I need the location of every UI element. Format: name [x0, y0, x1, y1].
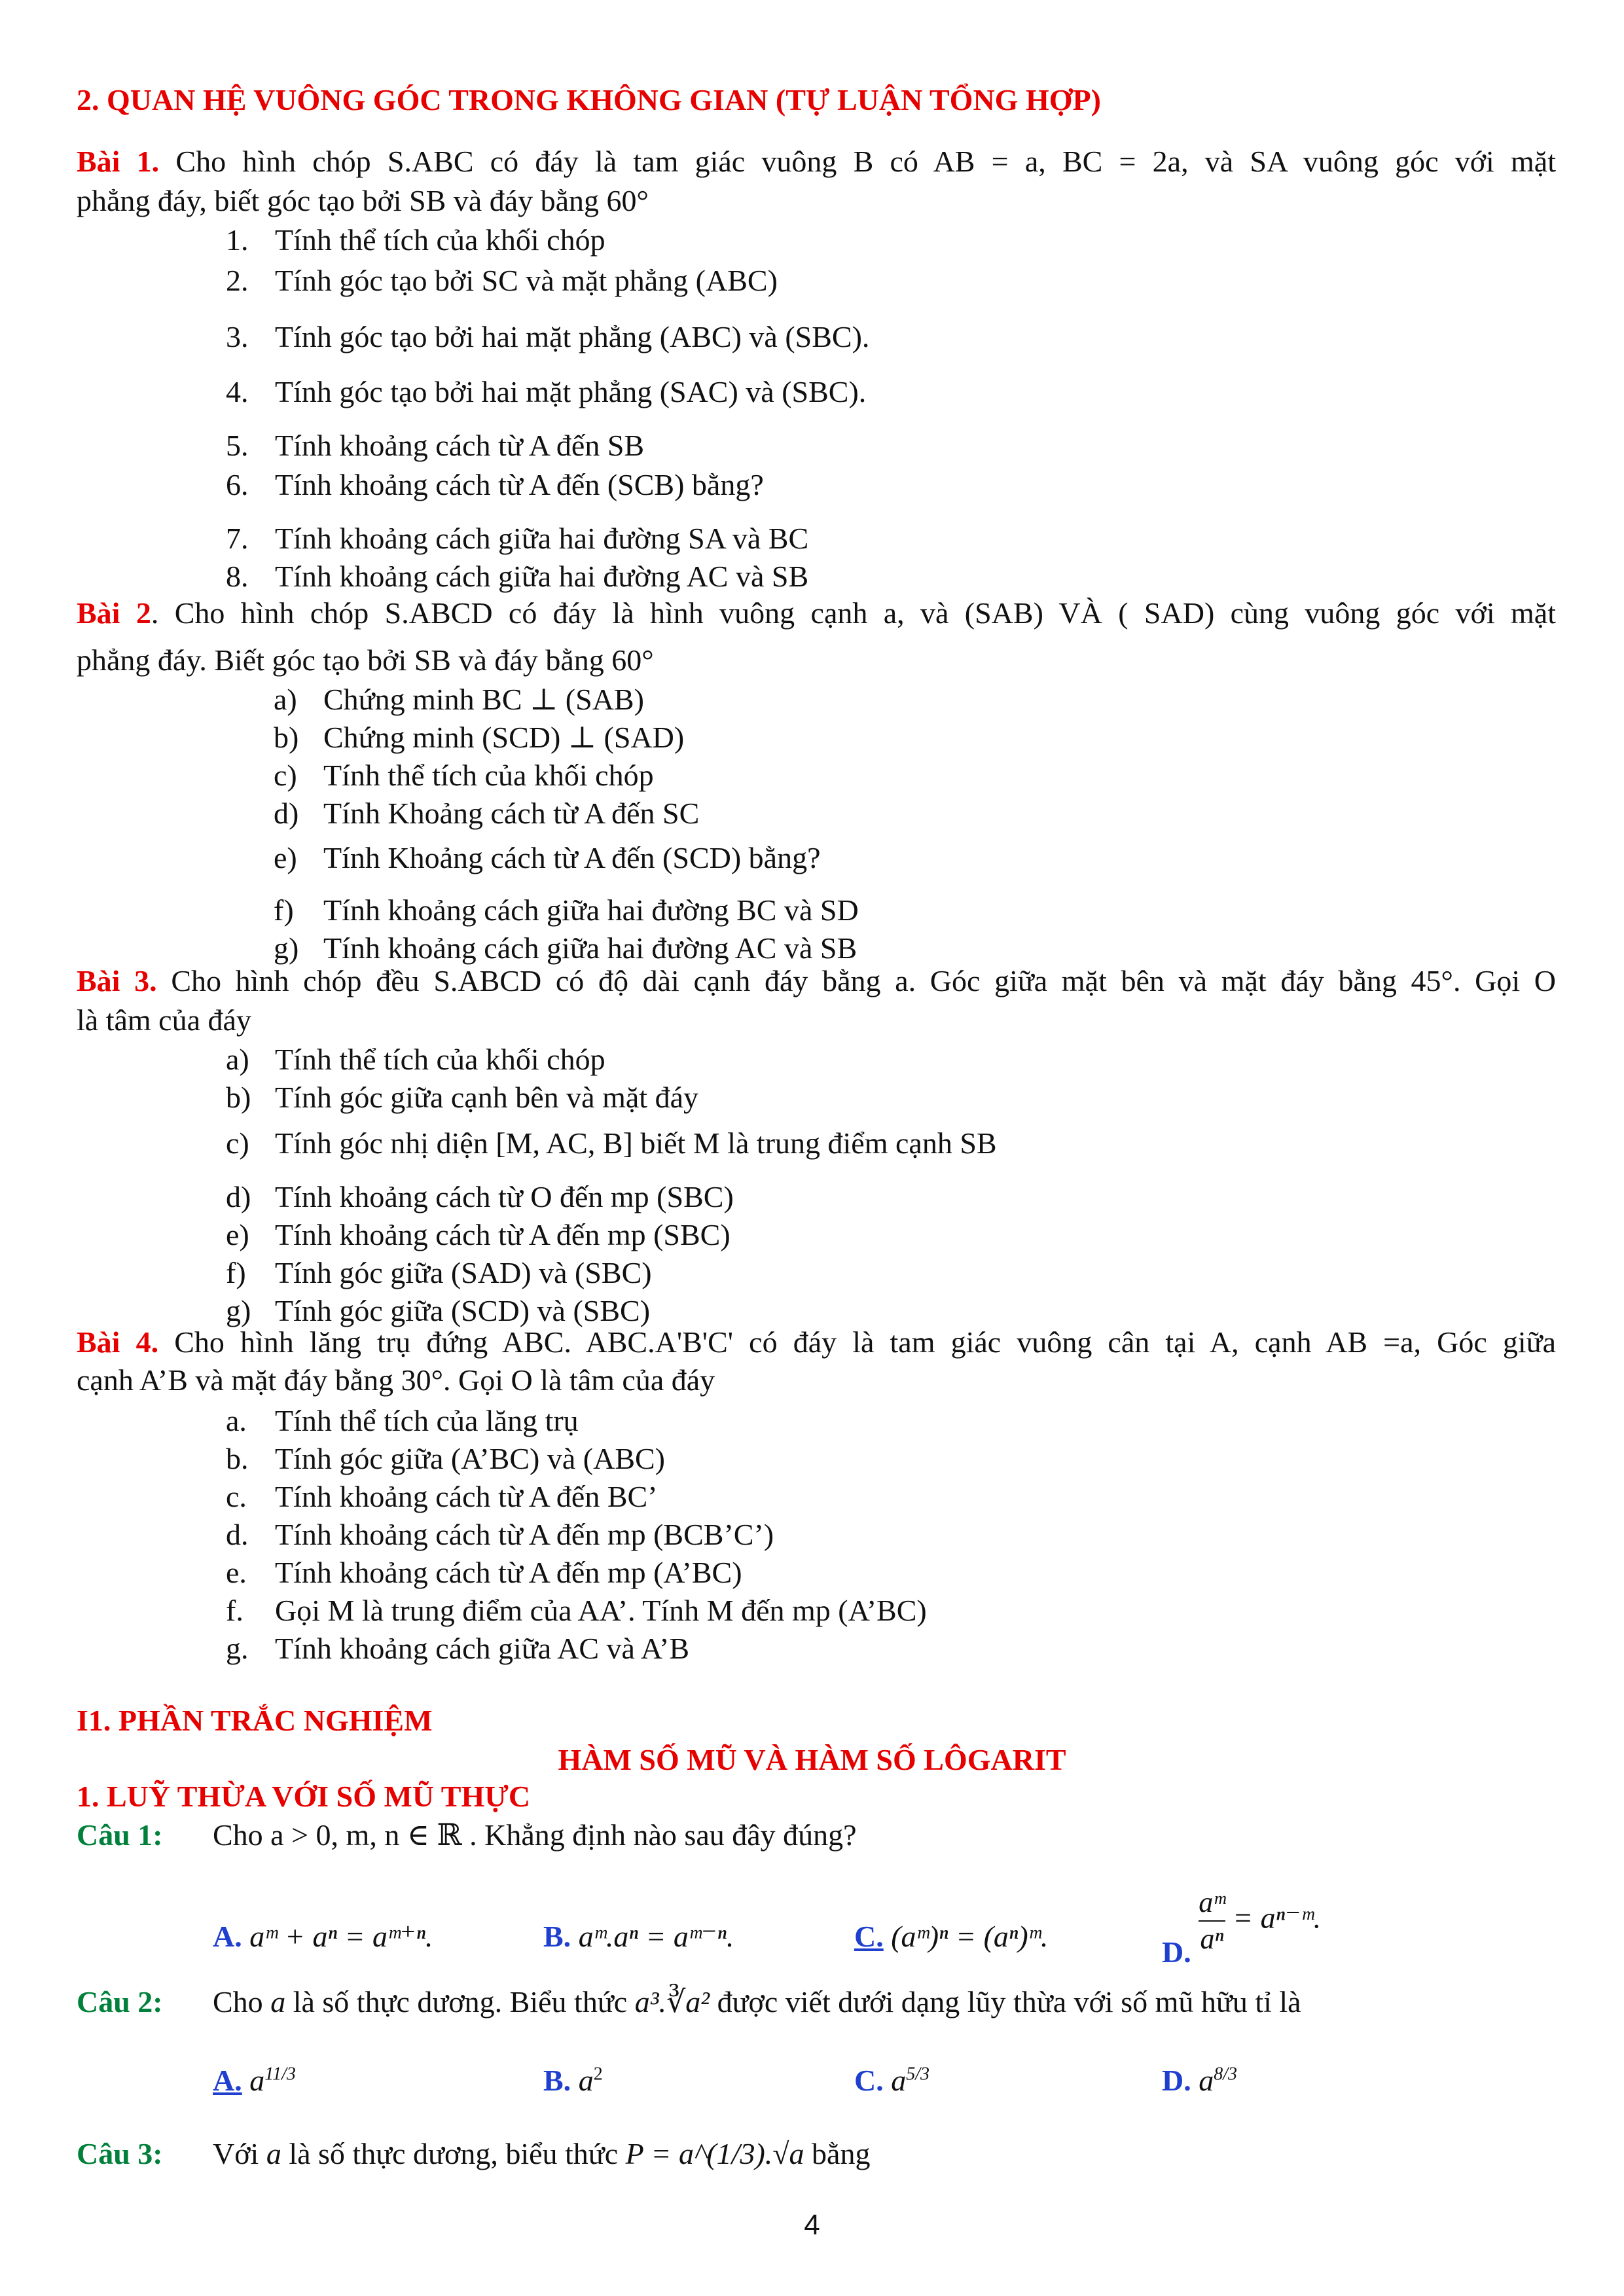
- bai4-item-text: Tính khoảng cách giữa AC và A’B: [275, 1632, 690, 1665]
- cau2-option-d: D. $a^{8/3}$: [1162, 2064, 1238, 2097]
- cau1-option-d: [1162, 1885, 1322, 1969]
- bai2-item-text: Chứng minh (SCD) ⊥ (SAD): [323, 721, 685, 754]
- option-c-expr: (aᵐ)ⁿ = (aⁿ)ᵐ.: [891, 1920, 1049, 1953]
- option-b-expr: aᵐ.aⁿ = aᵐ⁻ⁿ.: [578, 1920, 734, 1953]
- bai4-item-number: b.: [226, 1442, 249, 1475]
- bai4-text: Cho hình lăng trụ đứng ABC. ABC.A'B'C' có đáy là tam giác vuông cân tại A, cạnh AB =a, Góc giữa: [174, 1325, 1556, 1359]
- bai3-text: Cho hình chóp đều S.ABCD có độ dài cạnh đáy bằng a. Góc giữa mặt bên và mặt đáy bằng 45°. Gọi O: [171, 964, 1557, 997]
- bai4-item-text: Gọi M là trung điểm của AA’. Tính M đến mp (A’BC): [275, 1594, 927, 1627]
- bai2-item-text: Chứng minh BC ⊥ (SAB): [323, 683, 644, 716]
- bai3-item-number: g): [226, 1294, 251, 1327]
- cau2-text-before: Cho: [213, 1985, 263, 2018]
- option-a-expr: aᵐ + aⁿ = aᵐ⁺ⁿ.: [249, 1920, 433, 1953]
- section-title: 2. QUAN HỆ VUÔNG GÓC TRONG KHÔNG GIAN (TỰ LUẬN TỔNG HỢP): [77, 83, 1101, 117]
- bai1-item: [226, 221, 605, 259]
- bai1-item-number: 7.: [226, 522, 249, 555]
- bai3-item: [226, 1178, 734, 1216]
- bai1-item-number: 1.: [226, 223, 249, 257]
- bai4-item: [226, 1478, 658, 1516]
- bai2-item-number: g): [274, 931, 299, 965]
- bai4-item-text: Tính góc giữa (A’BC) và (ABC): [275, 1442, 666, 1475]
- subsection-title: 1. LUỸ THỪA VỚI SỐ MŨ THỰC: [77, 1780, 531, 1813]
- bai4-item-number: e.: [226, 1556, 247, 1589]
- bai2-item-text: Tính Khoảng cách từ A đến (SCD) bằng?: [323, 841, 821, 874]
- bai4-item-text: Tính khoảng cách từ A đến mp (A’BC): [275, 1556, 742, 1589]
- option-a-label: A.: [213, 1920, 242, 1953]
- bai1-item-text: Tính khoảng cách giữa hai đường AC và SB: [275, 560, 809, 593]
- bai1-item: [226, 427, 644, 465]
- option-b-label: B.: [543, 2064, 571, 2097]
- bai3-item: [226, 1041, 605, 1079]
- option-d-exponent: 8/3: [1214, 2064, 1238, 2085]
- bai3-line2: là tâm của đáy: [77, 1003, 251, 1037]
- bai3-item-text: Tính góc giữa (SCD) và (SBC): [275, 1294, 651, 1327]
- option-b-label: B.: [543, 1920, 571, 1953]
- bai4-item-number: a.: [226, 1404, 247, 1437]
- bai1-item-number: 3.: [226, 320, 249, 353]
- bai3-item-text: Tính góc nhị diện [M, AC, B] biết M là trung điểm cạnh SB: [275, 1126, 997, 1160]
- option-a-exponent: 11/3: [264, 2064, 296, 2085]
- cau1-option-a: [213, 1918, 433, 1956]
- fraction-denominator: aⁿ: [1200, 1923, 1224, 1955]
- cau3-text-after: bằng: [812, 2137, 871, 2170]
- cau3-expression: P = a^(1/3).√a: [625, 2137, 804, 2170]
- bai3-item-text: Tính khoảng cách từ O đến mp (SBC): [275, 1180, 734, 1213]
- option-c-label: C.: [854, 2064, 884, 2097]
- bai4-item-number: f.: [226, 1594, 244, 1627]
- bai4-item: [226, 1402, 579, 1440]
- cau3-text-mid: là số thực dương, biểu thức: [289, 2137, 619, 2170]
- bai4-item-text: Tính khoảng cách từ A đến mp (BCB’C’): [275, 1518, 774, 1551]
- bai2-item: [274, 839, 821, 877]
- cau3-text: Với a là số thực dương, biểu thức P = a^(1/3).√a bằng: [213, 2137, 871, 2170]
- bai2-item: [274, 757, 654, 795]
- bai2-item: [274, 891, 859, 929]
- bai1-item-text: Tính khoảng cách giữa hai đường SA và BC: [275, 522, 809, 555]
- bai4-item-number: c.: [226, 1480, 247, 1513]
- bai2-item: [274, 795, 699, 833]
- bai3-item-number: a): [226, 1043, 249, 1076]
- bai3-label: Bài 3.: [77, 964, 157, 997]
- cau2-expression: a³.∛a²: [634, 1985, 710, 2018]
- bai1-item-text: Tính góc tạo bởi SC và mặt phẳng (ABC): [275, 264, 778, 297]
- bai1-item: [226, 373, 866, 411]
- bai4-item: [226, 1516, 774, 1554]
- cau3-text-before: Với: [213, 2137, 259, 2170]
- bai1-line1: [77, 143, 1556, 181]
- bai2-item-number: e): [274, 841, 297, 874]
- bai1-item: [226, 558, 808, 596]
- bai4-item-text: Tính thể tích của lăng trụ: [275, 1404, 579, 1437]
- bai4-item-number: g.: [226, 1632, 249, 1665]
- bai3-item-number: e): [226, 1218, 249, 1251]
- bai2-item-text: Tính thể tích của khối chóp: [323, 759, 654, 792]
- bai3-item-text: Tính thể tích của khối chóp: [275, 1043, 605, 1076]
- bai4-item: [226, 1440, 665, 1478]
- bai1-text: Cho hình chóp S.ABC có đáy là tam giác vuông B có AB = a, BC = 2a, và SA vuông góc với mặt: [175, 145, 1556, 178]
- bai2-item-text: Tính khoảng cách giữa hai đường AC và SB: [323, 931, 857, 965]
- bai3-item-text: Tính góc giữa cạnh bên và mặt đáy: [275, 1081, 698, 1114]
- bai1-item-text: Tính thể tích của khối chóp: [275, 223, 605, 257]
- bai4-item: [226, 1630, 689, 1668]
- bai2-text: . Cho hình chóp S.ABCD có đáy là hình vuông cạnh a, và (SAB) VÀ ( SAD) cùng vuông góc với mặt: [151, 596, 1556, 630]
- cau2-option-c: C. $a^{5/3}$: [854, 2064, 930, 2097]
- bai1-item-text: Tính góc tạo bởi hai mặt phẳng (SAC) và (SBC).: [275, 375, 867, 408]
- part2-title: I1. PHẦN TRẮC NGHIỆM: [77, 1704, 433, 1737]
- bai4-line2: cạnh A’B và mặt đáy bằng 30°. Gọi O là tâm của đáy: [77, 1363, 715, 1397]
- option-d-fraction: [1199, 1885, 1225, 1957]
- cau2-text-mid: là số thực dương. Biểu thức: [293, 1985, 628, 2018]
- cau1-option-c: [854, 1918, 1048, 1956]
- bai3-item: [226, 1254, 652, 1292]
- option-d-rhs: = aⁿ⁻ᵐ.: [1233, 1901, 1322, 1935]
- bai1-item-text: Tính khoảng cách từ A đến SB: [275, 429, 645, 462]
- cau2-text-after: được viết dưới dạng lũy thừa với số mũ hữu tỉ là: [717, 1985, 1301, 2018]
- bai3-item: [226, 1079, 698, 1117]
- bai1-item-number: 5.: [226, 429, 249, 462]
- bai2-item-text: Tính Khoảng cách từ A đến SC: [323, 797, 700, 830]
- option-c-label: C.: [854, 1920, 884, 1953]
- bai3-item-number: b): [226, 1081, 251, 1114]
- bai4-item: [226, 1554, 742, 1592]
- bai1-item: [226, 262, 778, 300]
- bai3-item-number: f): [226, 1256, 246, 1289]
- bai1-item-text: Tính khoảng cách từ A đến (SCB) bằng?: [275, 468, 764, 501]
- option-c-exponent: 5/3: [906, 2064, 930, 2085]
- cau2-option-b: B. $a^2$: [543, 2064, 603, 2097]
- bai4-item-text: Tính khoảng cách từ A đến BC’: [275, 1480, 658, 1513]
- cau2-label: Câu 2:: [77, 1985, 163, 2018]
- bai1-item-number: 6.: [226, 468, 249, 501]
- bai3-item: [226, 1124, 997, 1162]
- bai3-item-number: c): [226, 1126, 249, 1160]
- bai4-item: [226, 1592, 927, 1630]
- bai4-line1: [77, 1323, 1556, 1361]
- bai3-item-text: Tính khoảng cách từ A đến mp (SBC): [275, 1218, 731, 1251]
- bai2-item-number: d): [274, 797, 299, 830]
- bai3-item-number: d): [226, 1180, 251, 1213]
- option-d-label: D.: [1162, 1935, 1191, 1969]
- bai4-label: Bài 4.: [77, 1325, 159, 1359]
- cau1-text: Cho a > 0, m, n ∈ ℝ . Khẳng định nào sau đây đúng?: [213, 1818, 857, 1852]
- bai1-label: Bài 1.: [77, 145, 160, 178]
- bai2-item: [274, 719, 684, 757]
- bai3-line1: [77, 962, 1556, 1000]
- bai2-item-number: c): [274, 759, 297, 792]
- bai2-item: [274, 681, 644, 719]
- bai2-item-number: a): [274, 683, 297, 716]
- option-a-label: A.: [213, 2064, 242, 2097]
- option-b-exponent: 2: [593, 2064, 603, 2085]
- option-d-label: D.: [1162, 2064, 1191, 2097]
- bai2-line2: phẳng đáy. Biết góc tạo bởi SB và đáy bằng 60°: [77, 643, 654, 677]
- bai1-item: [226, 466, 764, 504]
- bai2-item-number: f): [274, 893, 294, 927]
- cau2-text: Cho a là số thực dương. Biểu thức a³.∛a² được viết dưới dạng lũy thừa với số mũ hữu tỉ là: [213, 1985, 1301, 2018]
- chapter-title: HÀM SỐ MŨ VÀ HÀM SỐ LÔGARIT: [558, 1743, 1066, 1776]
- bai1-item-number: 8.: [226, 560, 249, 593]
- cau1-label: Câu 1:: [77, 1818, 163, 1852]
- page-number: 4: [804, 2209, 820, 2241]
- bai4-item-number: d.: [226, 1518, 249, 1551]
- bai1-item-number: 4.: [226, 375, 249, 408]
- bai1-item-number: 2.: [226, 264, 249, 297]
- bai2-label: Bài 2: [77, 596, 151, 630]
- fraction-numerator: aᵐ: [1199, 1886, 1225, 1918]
- cau2-option-a: A. $a^{11/3}$: [213, 2064, 296, 2097]
- bai1-line2: phẳng đáy, biết góc tạo bởi SB và đáy bằng 60°: [77, 184, 649, 217]
- bai3-item: [226, 1216, 731, 1254]
- bai1-item: [226, 520, 808, 558]
- bai1-item-text: Tính góc tạo bởi hai mặt phẳng (ABC) và (SBC).: [275, 320, 870, 353]
- bai2-line1: [77, 594, 1556, 632]
- bai3-item-text: Tính góc giữa (SAD) và (SBC): [275, 1256, 652, 1289]
- bai2-item-number: b): [274, 721, 299, 754]
- cau3-label: Câu 3:: [77, 2137, 163, 2170]
- bai1-item: [226, 318, 869, 356]
- cau1-option-b: [543, 1918, 734, 1956]
- bai2-item-text: Tính khoảng cách giữa hai đường BC và SD: [323, 893, 859, 927]
